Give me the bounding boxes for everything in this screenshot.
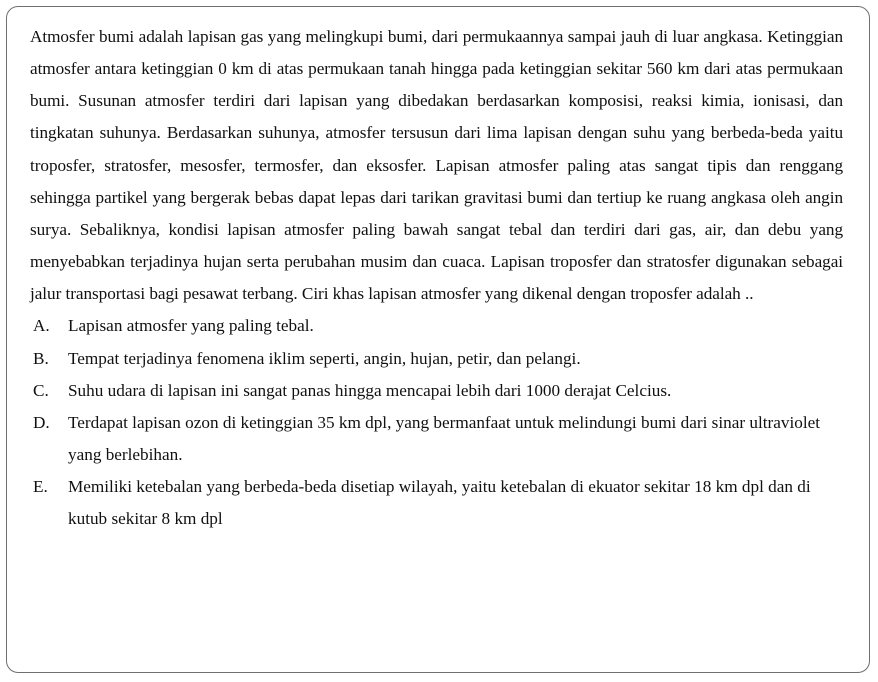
option-text: Terdapat lapisan ozon di ketinggian 35 km dpl, yang bermanfaat untuk melindungi bumi dari sinar ultraviolet yang berlebihan. [68,412,820,465]
question-passage: Atmosfer bumi adalah lapisan gas yang melingkupi bumi, dari permukaannya sampai jauh di luar angkasa. Ketinggian atmosfer antara ketinggian 0 km di atas permukaan tanah hingga pada ketinggian sekitar 560 km dari atas permukaan bumi. Susunan atmosfer terdiri dari lapisan yang dibedakan berdasarkan komposisi, reaksi kimia, ionisasi, dan tingkatan suhunya. Berdasarkan suhunya, atmosfer tersusun dari lima lapisan dengan suhu yang berbeda-beda yaitu troposfer, stratosfer, mesosfer, termosfer, dan eksosfer. Lapisan atmosfer paling atas sangat tipis dan renggang sehingga partikel yang bergerak bebas dapat lepas dari tarikan gravitasi bumi dan tertiup ke ruang angkasa oleh angin surya. Sebaliknya, kondisi lapisan atmosfer paling bawah sangat tebal dan terdiri dari gas, air, dan debu yang menyebabkan terjadinya hujan serta perubahan musim dan cuaca. Lapisan troposfer dan stratosfer digunakan sebagai jalur transportasi bagi pesawat terbang. Ciri khas lapisan atmosfer yang dikenal dengan troposfer adalah .. [30,27,843,304]
option-text: Tempat terjadinya fenomena iklim seperti, angin, hujan, petir, dan pelangi. [68,348,581,368]
option-text: Memiliki ketebalan yang berbeda-beda disetiap wilayah, yaitu ketebalan di ekuator sekitar 18 km dpl dan di kutub sekitar 8 km dpl [68,477,811,529]
answer-options-list [30,310,843,535]
option-letter: C. [33,380,49,400]
option-text: Lapisan atmosfer yang paling tebal. [68,316,314,336]
question-card [6,6,870,673]
option-letter: B. [33,348,49,368]
answer-option-d[interactable] [30,407,843,471]
option-letter: E. [33,477,48,497]
answer-option-a[interactable] [30,310,843,342]
answer-option-b[interactable] [30,343,843,375]
answer-option-c[interactable] [30,375,843,407]
answer-option-e[interactable] [30,471,843,535]
option-letter: A. [33,316,50,336]
option-text: Suhu udara di lapisan ini sangat panas hingga mencapai lebih dari 1000 derajat Celcius. [68,380,672,400]
option-letter: D. [33,412,50,432]
